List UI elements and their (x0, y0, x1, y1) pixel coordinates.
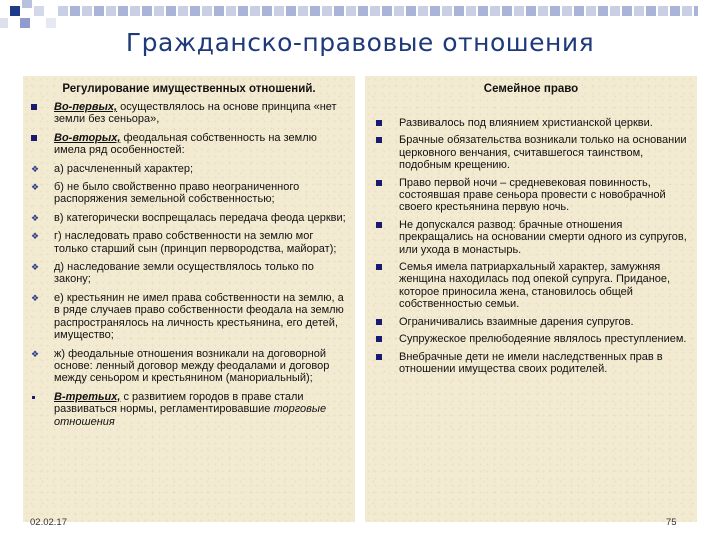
item-text: с развитием городов в праве стали развиваться нормы, регламентировавшие (54, 390, 304, 416)
item-text: д) наследование земли осуществлялось только по закону; (54, 261, 314, 286)
square-bullet-icon (376, 354, 382, 360)
list-item (365, 261, 697, 311)
square-bullet-icon (376, 137, 382, 143)
list-item (365, 333, 697, 345)
item-text: г) наследовать право собственности на землю мог только старший сын (принцип первородства, майорат); (54, 230, 337, 255)
item-text: в) категорически воспрещалась передача феода церкви; (54, 211, 346, 224)
list-item (365, 351, 697, 376)
diamond-bullet-icon: ❖ (31, 292, 40, 303)
square-bullet-icon (31, 135, 37, 141)
diamond-bullet-icon: ❖ (31, 348, 40, 359)
item-text: Развивалось под влиянием христианской церкви. (399, 117, 653, 129)
property-relations-panel (23, 76, 355, 522)
list-item (23, 391, 355, 428)
diamond-bullet-icon: ❖ (31, 262, 40, 273)
page-title: Гражданско-правовые отношения (125, 28, 595, 57)
left-heading: Регулирование имущественных отношений. (62, 83, 316, 95)
item-tail: торговые отношения (54, 403, 327, 428)
item-text: ж) феодальные отношения возникали на договорной основе: ленный договор между феодалами и договор между сеньором и крестьянином (манориальный); (54, 347, 330, 385)
list-item (365, 134, 697, 171)
square-bullet-icon (376, 120, 382, 126)
item-text: осуществлялось на основе принципа «нет земли без сеньора», (54, 101, 337, 126)
square-bullet-icon (376, 319, 382, 325)
diamond-bullet-icon: ❖ (31, 231, 40, 242)
list-item (365, 316, 697, 328)
square-bullet-icon (376, 264, 382, 270)
item-text: а) расчлененный характер; (54, 162, 194, 175)
list-item (23, 163, 355, 175)
list-item (23, 261, 355, 286)
list-item (365, 219, 697, 256)
dot-bullet-icon (32, 396, 35, 399)
diamond-bullet-icon: ❖ (31, 182, 40, 193)
list-item (23, 230, 355, 255)
item-lead: Во-первых, (54, 101, 118, 113)
list-item (23, 292, 355, 342)
list-item (23, 132, 355, 157)
list-item (23, 181, 355, 206)
item-text: е) крестьянин не имел права собственности на землю, а в ряде случаев право собственности феодала на землю распространялось на личность крестьянина, его детей, имущество; (54, 291, 344, 342)
square-bullet-icon (31, 104, 37, 110)
item-text: Не допускался развод: брачные отношения прекращались на основании смерти одного из супругов, или ухода в монастырь. (399, 218, 687, 256)
diamond-bullet-icon: ❖ (31, 212, 40, 223)
item-text: Ограничивались взаимные дарения супругов. (399, 315, 634, 328)
right-heading: Семейное право (483, 83, 579, 95)
item-text: Внебрачные дети не имели наследственных прав в отношении имущества своих родителей. (399, 350, 663, 375)
footer-date: 02.02.17 (30, 517, 67, 528)
list-item (365, 177, 697, 214)
item-text: Право первой ночи – средневековая повинность, состоявшая праве сеньора провести с новобрачной своего крестьянина первую ночь. (399, 176, 666, 214)
family-law-panel (365, 76, 697, 522)
item-lead: Во-вторых, (54, 131, 121, 144)
list-item (365, 117, 697, 129)
item-text: Семья имела патриархальный характер, замужняя женщина находилась под опекой супруга. Приданое, которое приносила жена, становилось общей собственностью семьи. (399, 261, 671, 311)
item-text: б) не было свойственно право неограниченного распоряжения земельной собственностью; (54, 181, 300, 206)
right-list (365, 117, 697, 375)
page-number: 75 (666, 517, 677, 528)
square-bullet-icon (376, 336, 382, 342)
square-bullet-icon (376, 180, 382, 186)
diamond-bullet-icon: ❖ (31, 163, 40, 174)
item-text: феодальная собственность на землю имела ряд особенностей: (54, 131, 317, 157)
list-item (23, 101, 355, 126)
left-list (23, 101, 355, 428)
item-text: Брачные обязательства возникали только на основании церковного венчания, считавшегося таинством, подобным крещению. (399, 134, 687, 172)
item-text: Супружеское прелюбодеяние являлось преступлением. (399, 333, 687, 346)
item-lead: В-третьих, (54, 390, 121, 403)
square-bullet-icon (376, 222, 382, 228)
list-item (23, 212, 355, 224)
list-item (23, 348, 355, 385)
